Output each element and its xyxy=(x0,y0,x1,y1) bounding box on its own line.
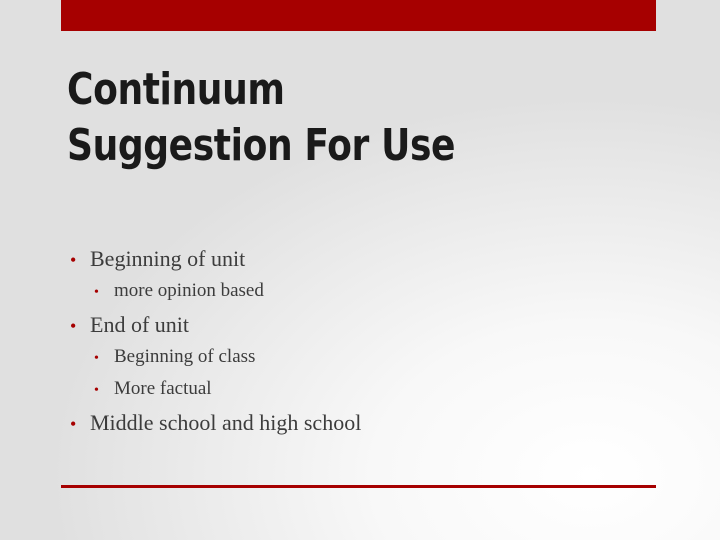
bullet-glyph: • xyxy=(70,316,77,336)
slide-title-line-2: Suggestion For Use xyxy=(67,120,456,171)
bottom-divider-line xyxy=(61,485,656,488)
slide-title-line-1: Continuum xyxy=(67,64,285,115)
bullet-glyph: • xyxy=(94,383,99,398)
sub-bullet-item xyxy=(94,346,255,370)
bullet-text: More factual xyxy=(114,378,212,399)
bullet-glyph: • xyxy=(70,414,77,434)
bullet-glyph: • xyxy=(70,250,77,270)
bullet-text: Beginning of unit xyxy=(90,246,246,271)
bullet-text: End of unit xyxy=(90,312,189,337)
bullet-item xyxy=(70,312,189,339)
bullet-item xyxy=(70,410,361,437)
sub-bullet-item xyxy=(94,378,212,402)
bullet-text: Beginning of class xyxy=(114,346,256,367)
bullet-glyph: • xyxy=(94,351,99,366)
bullet-text: more opinion based xyxy=(114,280,264,301)
sub-bullet-item xyxy=(94,280,264,304)
bullet-item xyxy=(70,246,245,273)
bullet-glyph: • xyxy=(94,285,99,300)
bullet-text: Middle school and high school xyxy=(90,410,362,435)
